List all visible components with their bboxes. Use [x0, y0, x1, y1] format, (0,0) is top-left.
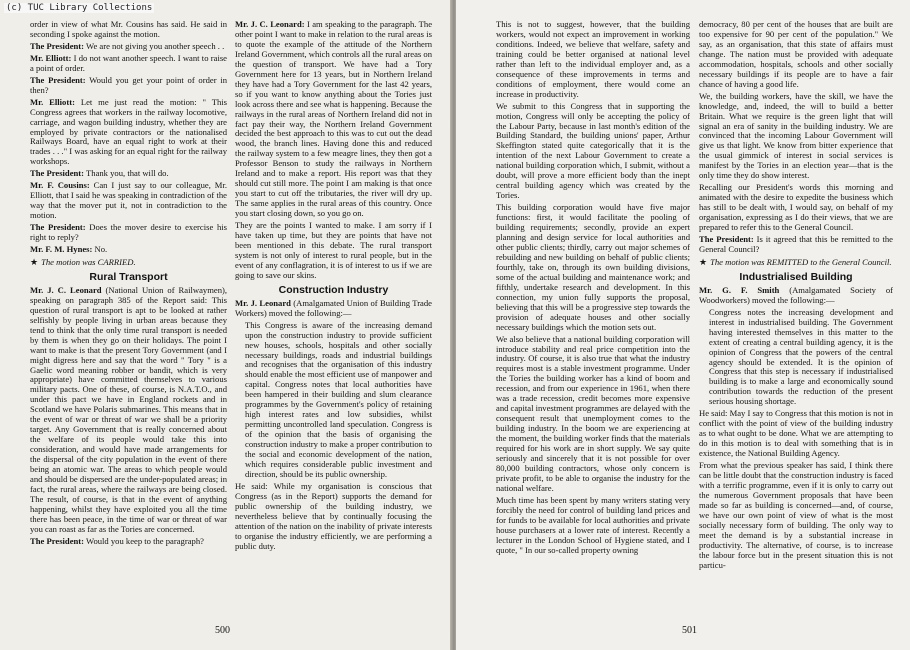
speech-paragraph	[699, 235, 893, 255]
speech-text: (National Union of Railwaymen), speaking on paragraph 385 of the Report said: This question of rural transport is apt to be looked at rather selfishly by people living in urban areas because they tend to think that the only time rural transport is needed by them is when they go on their holidays. The point I want to make is that the present Tory Government (and I might digress here and say that the word " Tory " is a Gaelic word meaning robber or bandit, which is very appropriate) have committed themselves to various military pacts. One of these, of course, is N.A.T.O., and under this pact we have in England rockets and in Scotland we have Polaris submarines. This means that in the event of war or threat of war we shall be a priority target. Any Government that is really concerned about the welfare of its people would take this into consideration, and would have made arrangements for the dispersal of the city population in the event of there being an atomic war. The areas to which people would and should be dispersed are the under-populated areas; in fact, the rural areas, where the railways are being closed. The result, of course, is that in the event of anything happening, whilst they have exploited you all the time there has been peace, in the time of war or threat of war you can roast as far as the Tories are concerned.	[30, 284, 228, 534]
section-heading: Rural Transport	[89, 270, 168, 283]
speech-text: Is it agreed that this be remitted to the General Council?	[699, 234, 893, 254]
speech-text: I do not want another speech. I want to raise a point of order.	[30, 52, 227, 73]
right-page-number: 501	[682, 625, 697, 636]
speaker-name: Mr. J. Leonard	[235, 297, 291, 308]
speech-text: Thank you, that will do.	[84, 168, 169, 179]
right-column-1	[496, 20, 690, 558]
speech-text: Let me just read the motion: " This Congress agrees that workers in the railway locomotive, carriage, and wagon building industry, whether they are employed by private contractors or the nationalised Railways Board, have an equal right to work at their trades . . ." I was asking for an equal right for the railway workshops.	[30, 96, 227, 167]
speaker-name: Mr. F. M. Hynes:	[30, 244, 93, 255]
speaker-name: The President:	[699, 234, 754, 245]
speech-paragraph	[699, 286, 893, 306]
speech-paragraph	[235, 20, 432, 219]
speech-paragraph	[30, 54, 227, 74]
body-paragraph: We, the building workers, have the skill, we have the knowledge, and, indeed, the will to build a better Britain. What we require is the green light that will signal an era of sanity in the building industry. We are convinced that the incoming Labour Government will give us that light. We know from bitter experience that the usual gimmick of interest in social services is manifest by the Tories in an election year—that is the only time they do show interest.	[699, 90, 893, 181]
right-page	[456, 0, 910, 650]
speech-paragraph	[235, 299, 432, 319]
body-paragraph: He said: While my organisation is conscious that Congress (as in the Report) supports the demand for public ownership of the building industry, we nevertheless believe that by continually focusing the attention of the nation on the inability of private interests to organise the industry efficiently, we are performing a public duty.	[235, 480, 432, 551]
speaker-name: Mr. F. Cousins:	[30, 180, 90, 191]
speech-paragraph	[30, 98, 227, 168]
speaker-name: The President:	[30, 168, 85, 179]
speaker-name: Mr. G. F. Smith	[699, 284, 780, 295]
section-heading: Construction Industry	[278, 283, 389, 296]
body-paragraph: We also believe that a national building corporation will introduce stability and real price competition into the industry. Of course, it is also true that what the industry requires most is a stable investment programme. Under the Tories the building worker has a kind of boom and recession, and from our experience in 1961, when there was a trade recession, credit becomes more expensive and capital investment programmes are delayed with the consequent result that unemployment comes to the building industry. In the boom we are experiencing at the moment, the building worker finds that the materials required for his work are in short supply. We say quite seriously and sincerely that it is not possible for over 80,000 building contractors, whose only concern is private profit, to be able to organise the industry for the national welfare.	[496, 333, 691, 493]
motion-result	[30, 258, 227, 268]
speech-text: Does the mover desire to exercise his right to reply?	[30, 222, 227, 243]
left-column-2	[235, 20, 432, 554]
motion-quote: This Congress is aware of the increasing demand upon the construction industry to provide sufficient new houses, schools, hospitals and other socially necessary buildings, roads and industrial buildings and recognises that the organisation of this industry should enable the most efficient use of manpower and capital. Congress notes that local authorities have been hampered in their building and slum clearance programmes by the Government's policy of retaining high interest rates and low subsidies, whilst permitting uncontrolled land speculation. Congress is of the opinion that the basis of organising the construction industry to make a proper contribution to the social and economic development of the nation, which requires considerable public investment and direction, should be its public ownership.	[245, 319, 432, 479]
body-paragraph: Much time has been spent by many writers stating very forcibly the need for control of building land prices and for funds to be available for local authorities and private house purchasers at a lower rate of interest. Recently a lecturer in the London School of Hygiene stated, and I quote, " In our so-called property owning	[496, 494, 690, 555]
speech-text: Can I just say to our colleague, Mr. Elliott, that I said he was speaking in contradiction of the way that the mover put it, not in contradiction to the motion.	[30, 180, 227, 221]
speech-paragraph	[30, 245, 227, 255]
motion-text: The motion was CARRIED.	[41, 256, 136, 267]
left-page	[0, 0, 452, 650]
body-paragraph: We submit to this Congress that in supporting the motion, Congress will only be accepting the policy of the Labour Party, because in last month's edition of the Building Standard, the building unions' paper, Arthur Skeffington stated quite categorically that it is the intention of the next Labour Government to create a national building corporation which, I submit, without a doubt, will prove a more efficient body than the inept central building agency which was created by the Tories.	[496, 100, 690, 201]
body-paragraph: This is not to suggest, however, that the building workers, would not expect an improvement in working conditions. Indeed, we believe that welfare, safety and training could be better organised at national level rather than left to the individual employer and, as a consequence of these improvements in terms and conditions of employment, there would come an increase in productivity.	[496, 19, 690, 99]
speaker-name: Mr. Elliott:	[30, 96, 75, 107]
left-column-1	[30, 20, 227, 549]
speech-paragraph	[30, 286, 227, 535]
speaker-name: Mr. J. C. Leonard:	[235, 19, 305, 29]
speech-text: I am speaking to the paragraph. The other point I want to make in relation to the rural areas is to quote the example of the attitude of the Northern Ireland Government, which controls all the rural areas on the question of transport. We have had a Tory Government here for 13 years, but in Northern Ireland they have had a Tory Government for the last 42 years, so if you want to know anything about the Tories just look across there and see what is happening. Because the railways in the rural areas of Northern Ireland did not in fact pay their way, the Northern Ireland Government decided the best approach to this was to cut out the dead wood, the branch lines. Having done this and reduced the railway system to a few meagre lines, they then got a Professor Benson to study the railways in Northern Ireland and to make a report. His report was that they should cut still more. The point I am making is that once you start to cut off the tributaries, the river will dry up. The same applies in the rural areas of this country. Once you start closing down, so you go on.	[235, 19, 433, 219]
speaker-name: The President:	[30, 222, 86, 233]
star-icon: ★	[699, 256, 708, 267]
body-paragraph: They are the points I wanted to make. I am sorry if I have taken up time, but they are points that have not been mentioned in this debate. The rural transport system is not only of interest to rural people, but in the event of any conflagration, it is of interest to us if we are going to save our skins.	[235, 220, 432, 280]
speech-text: We are not giving you another speech . .	[84, 40, 225, 51]
speech-text: (Amalgamated Society of Woodworkers) moved the following:—	[699, 284, 893, 305]
speaker-name: The President:	[30, 40, 85, 51]
motion-text: The motion was REMITTED to the General Council.	[710, 256, 892, 267]
collection-watermark: (c) TUC Library Collections	[6, 3, 153, 13]
body-paragraph: This building corporation would have five major functions: first, it would facilitate the pooling of building requirements; secondly, provide an expert planning and design service for local authorities and other public clients; thirdly, carry out major schemes of rebuilding and new building on behalf of public clients; fourthly, take on, through its own building divisions, some of the actual building and maintenance work; and fifthly, undertake research and development. In this connection, my union fully supports the proposal, believing that this will be a progressive step towards the provision of adequate houses and other socially necessary buildings which the motion sets out.	[496, 202, 690, 332]
right-column-2	[699, 20, 893, 573]
speech-text: (Amalgamated Union of Building Trade Workers) moved the following:—	[235, 297, 432, 318]
speaker-name: The President:	[30, 535, 85, 546]
speech-paragraph	[30, 181, 227, 221]
star-icon: ★	[30, 256, 39, 267]
body-paragraph: He said: May I say to Congress that this motion is not in conflict with the point of view of the building industry as to what ought to be done. What we are attempting to do in this motion is to deal with something that is in existence, the National Building Agency.	[699, 408, 893, 459]
speaker-name: Mr. J. C. Leonard	[30, 284, 102, 295]
speech-text: No.	[92, 244, 108, 255]
speech-paragraph	[30, 76, 227, 96]
speech-text: Would you get your point of order in then?	[30, 74, 228, 95]
body-paragraph: From what the previous speaker has said, I think there can be little doubt that the construction industry is faced with a terrific programme, even if it is only to carry out the numerous Government proposals that have been made so far as building is concerned—and, of course, we have our own point of view of what is the most socially necessary form of building. The only way to meet the demand is by a substantial increase in productivity. The alternative, of course, is to increase the labour force but in the present situation this is not particu-	[699, 460, 893, 570]
body-paragraph: Recalling our President's words this morning and animated with the desire to expedite the business which has still to be dealt with, I would say, on behalf of my organisation, expressing as I do their views, that we are prepared to refer this to the General Council.	[699, 182, 893, 233]
motion-result	[699, 258, 893, 268]
speech-text: Would you keep to the paragraph?	[84, 535, 204, 546]
speaker-name: Mr. Elliott:	[30, 52, 72, 63]
section-heading: Industrialised Building	[739, 270, 853, 283]
speech-paragraph	[30, 42, 227, 52]
body-paragraph: democracy, 80 per cent of the houses that are built are too expensive for 90 per cent of the population." We say, as an organisation, that this state of affairs must change. The nation must be provided with adequate accommodation, hospitals, schools and other socially necessary buildings if its people are to have a fair chance of having a good life.	[699, 19, 893, 89]
speech-paragraph	[30, 223, 227, 243]
speaker-name: The President:	[30, 74, 86, 85]
body-paragraph: order in view of what Mr. Cousins has said. He said in seconding I spoke against the motion.	[30, 19, 227, 39]
speech-paragraph	[30, 537, 227, 547]
left-page-number: 500	[215, 625, 230, 636]
speech-paragraph	[30, 169, 227, 179]
motion-quote: Congress notes the increasing development and interest in industrialised building. The Government having interested themselves in this matter to the extent of creating a central building agency, it is the opinion of Congress that the powers of the central agency should be extended. It is the opinion of Congress that this step is necessary if industrialised building is to make a large and economically sound contribution towards the reduction of the present serious housing shortage.	[709, 306, 893, 407]
